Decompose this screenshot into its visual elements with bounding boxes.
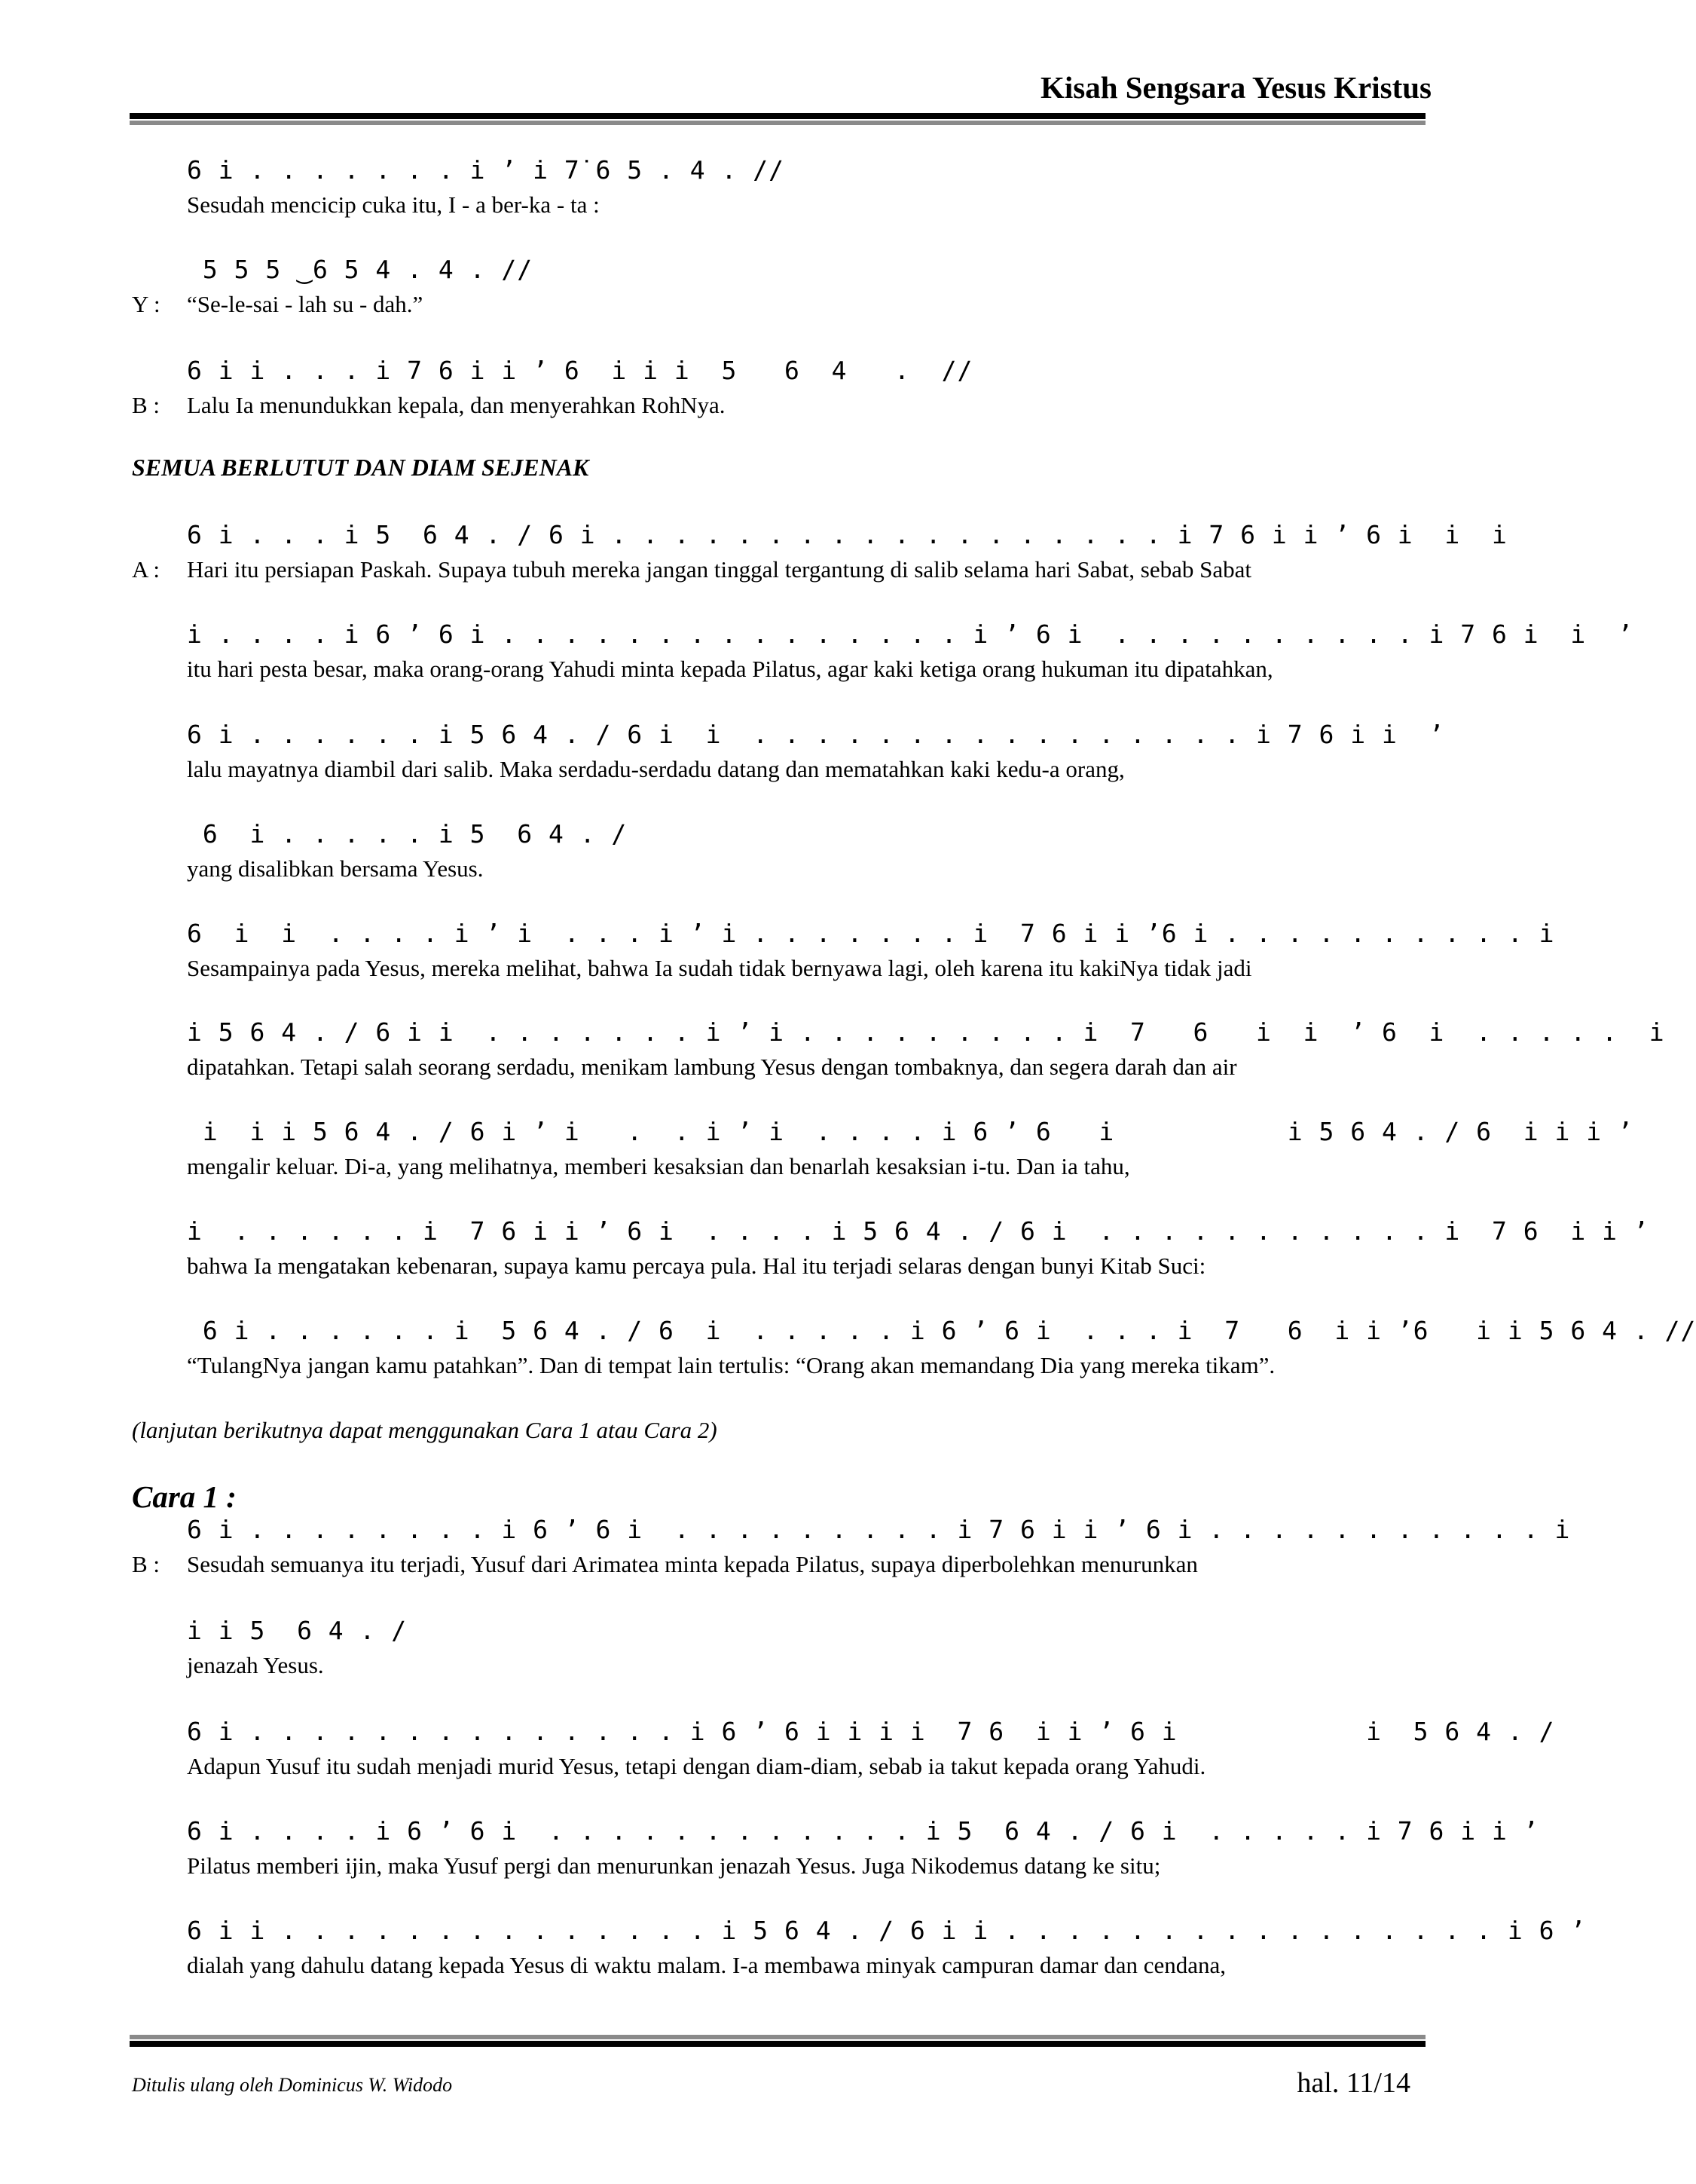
- notation-line: 6 i̇ . . . . . . i̇ 5 6 4 . / 6 i̇ . . . . . i̇ 6 ’ 6 i̇ . . . i̇ 7 6 i̇ i̇ ’6 i̇ i̇ 5 6 4 . //: [187, 1316, 1696, 1345]
- footer-rule: [130, 2041, 1426, 2047]
- speaker-label: B :: [132, 1551, 160, 1577]
- notation-line: 6 i̇ . . . . . . . i̇ ’ i̇ 7̇ 6 5 . 4 . //: [187, 155, 784, 185]
- notation-line: 6 i̇ i̇ . . . . . . . . . . . . . . i̇ 5 6 4 . / 6 i̇ i̇ . . . . . . . . . . . . . . . . i̇ 6 ’: [187, 1916, 1587, 1945]
- lyric-line: dialah yang dahulu datang kepada Yesus di waktu malam. I-a membawa minyak campuran damar dan cendana,: [187, 1952, 1227, 1978]
- notation-line: 6 i̇ . . . . . . i̇ 5 6 4 . / 6 i̇ i̇ . . . . . . . . . . . . . . . . i̇ 7 6 i̇ i̇ ’: [187, 720, 1445, 749]
- lyric-line: Hari itu persiapan Paskah. Supaya tubuh mereka jangan tinggal tergantung di salib selama hari Sabat, sebab Sabat: [187, 556, 1251, 583]
- notation-line: 6 i̇ . . . . i̇ 6 ’ 6 i̇ . . . . . . . . . . . . i̇ 5 6 4 . / 6 i̇ . . . . . i̇ 7 6 i̇ i̇ ’: [187, 1816, 1539, 1846]
- speaker-label: Y :: [132, 291, 160, 317]
- notation-line: 6 i̇ . . . i̇ 5 6 4 . / 6 i̇ . . . . . . . . . . . . . . . . . . i̇ 7 6 i̇ i̇ ’ 6 i̇ i̇ i̇: [187, 520, 1508, 549]
- cara-heading: Cara 1 :: [132, 1479, 237, 1514]
- lyric-line: itu hari pesta besar, maka orang-orang Yahudi minta kepada Pilatus, agar kaki ketiga orang hukuman itu dipatahkan,: [187, 656, 1273, 682]
- notation-line: 6 i̇ . . . . . . . . i̇ 6 ’ 6 i̇ . . . . . . . . . i̇ 7 6 i̇ i̇ ’ 6 i̇ . . . . . . . . . . . i̇: [187, 1515, 1571, 1544]
- lyric-line: Sesudah semuanya itu terjadi, Yusuf dari Arimatea minta kepada Pilatus, supaya diperbolehkan menurunkan: [187, 1551, 1198, 1577]
- lyric-line: dipatahkan. Tetapi salah seorang serdadu, menikam lambung Yesus dengan tombaknya, dan segera darah dan air: [187, 1054, 1237, 1080]
- notation-line: i̇ i̇ i̇ 5 6 4 . / 6 i̇ ’ i̇ . . i̇ ’ i̇ . . . . i̇ 6 ’ 6 i̇ i̇ 5 6 4 . / 6 i̇ i̇ i̇ ’: [187, 1117, 1633, 1146]
- lyric-line: mengalir keluar. Di-a, yang melihatnya, memberi kesaksian dan benarlah kesaksian i-tu. Dan ia tahu,: [187, 1153, 1130, 1179]
- notation-line: 6 i̇ i̇ . . . . i̇ ’ i̇ . . . i̇ ’ i̇ . . . . . . . i̇ 7 6 i̇ i̇ ’6 i̇ . . . . . . . . . . i̇: [187, 919, 1555, 948]
- notation-line: i̇ . . . . i̇ 6 ’ 6 i̇ . . . . . . . . . . . . . . . i̇ ’ 6 i̇ . . . . . . . . . . i̇ 7 6 i̇ i̇ ’: [187, 619, 1633, 649]
- page-header-title: Kisah Sengsara Yesus Kristus: [1040, 70, 1432, 105]
- lyric-line: jenazah Yesus.: [187, 1652, 324, 1678]
- header-rule-shadow: [130, 121, 1426, 125]
- speaker-label: B :: [132, 392, 160, 418]
- notation-line: 6 i̇ . . . . . i̇ 5 6 4 . /: [187, 819, 628, 849]
- lyric-line: “Se-le-sai - lah su - dah.”: [187, 291, 423, 317]
- notation-line: 6 i̇ . . . . . . . . . . . . . . i̇ 6 ’ 6 i̇ i̇ i̇ i̇ 7 6 i̇ i̇ ’ 6 i̇ i̇ 5 6 4 . /: [187, 1717, 1555, 1746]
- lyric-line: bahwa Ia mengatakan kebenaran, supaya kamu percaya pula. Hal itu terjadi selaras dengan bunyi Kitab Suci:: [187, 1253, 1206, 1279]
- lyric-line: yang disalibkan bersama Yesus.: [187, 855, 484, 882]
- lyric-line: lalu mayatnya diambil dari salib. Maka serdadu-serdadu datang dan mematahkan kaki kedu-a orang,: [187, 756, 1125, 782]
- continuation-note: (lanjutan berikutnya dapat menggunakan Cara 1 atau Cara 2): [132, 1417, 717, 1443]
- lyric-line: Adapun Yusuf itu sudah menjadi murid Yesus, tetapi dengan diam-diam, sebab ia takut kepada orang Yahudi.: [187, 1753, 1206, 1779]
- lyric-line: Sesampainya pada Yesus, mereka melihat, bahwa Ia sudah tidak bernyawa lagi, oleh karena itu kakiNya tidak jadi: [187, 955, 1252, 981]
- footer-credit: Ditulis ulang oleh Dominicus W. Widodo: [132, 2074, 453, 2096]
- lyric-line: “TulangNya jangan kamu patahkan”. Dan di tempat lain tertulis: “Orang akan memandang Dia yang mereka tikam”.: [187, 1352, 1276, 1378]
- header-rule: [130, 113, 1426, 119]
- notation-line: i̇ i̇ 5 6 4 . /: [187, 1616, 408, 1645]
- lyric-line: Pilatus memberi ijin, maka Yusuf pergi dan menurunkan jenazah Yesus. Juga Nikodemus datang ke situ;: [187, 1852, 1161, 1879]
- page-number: hal. 11/14: [1297, 2067, 1410, 2099]
- lyric-line: Lalu Ia menundukkan kepala, dan menyerahkan RohNya.: [187, 392, 726, 418]
- notation-line: 5 5 5 ‿6 5 4 . 4 . //: [187, 255, 533, 284]
- notation-line: i̇ . . . . . . i̇ 7 6 i̇ i̇ ’ 6 i̇ . . . . i̇ 5 6 4 . / 6 i̇ . . . . . . . . . . . i̇ 7 6 i̇ i̇ ’: [187, 1216, 1649, 1246]
- footer-rule-shadow: [130, 2035, 1426, 2039]
- speaker-label: A :: [132, 556, 160, 583]
- notation-line: 6 i̇ i̇ . . . i̇ 7 6 i̇ i̇ ’ 6 i̇ i̇ i̇ 5 6 4 . //: [187, 356, 973, 385]
- section-heading: SEMUA BERLUTUT DAN DIAM SEJENAK: [132, 454, 589, 481]
- notation-line: i̇ 5 6 4 . / 6 i̇ i̇ . . . . . . . i̇ ’ i̇ . . . . . . . . . i̇ 7 6 i̇ i̇ ’ 6 i̇ . . . . . i̇: [187, 1017, 1665, 1047]
- lyric-line: Sesudah mencicip cuka itu, I - a ber-ka - ta :: [187, 191, 600, 218]
